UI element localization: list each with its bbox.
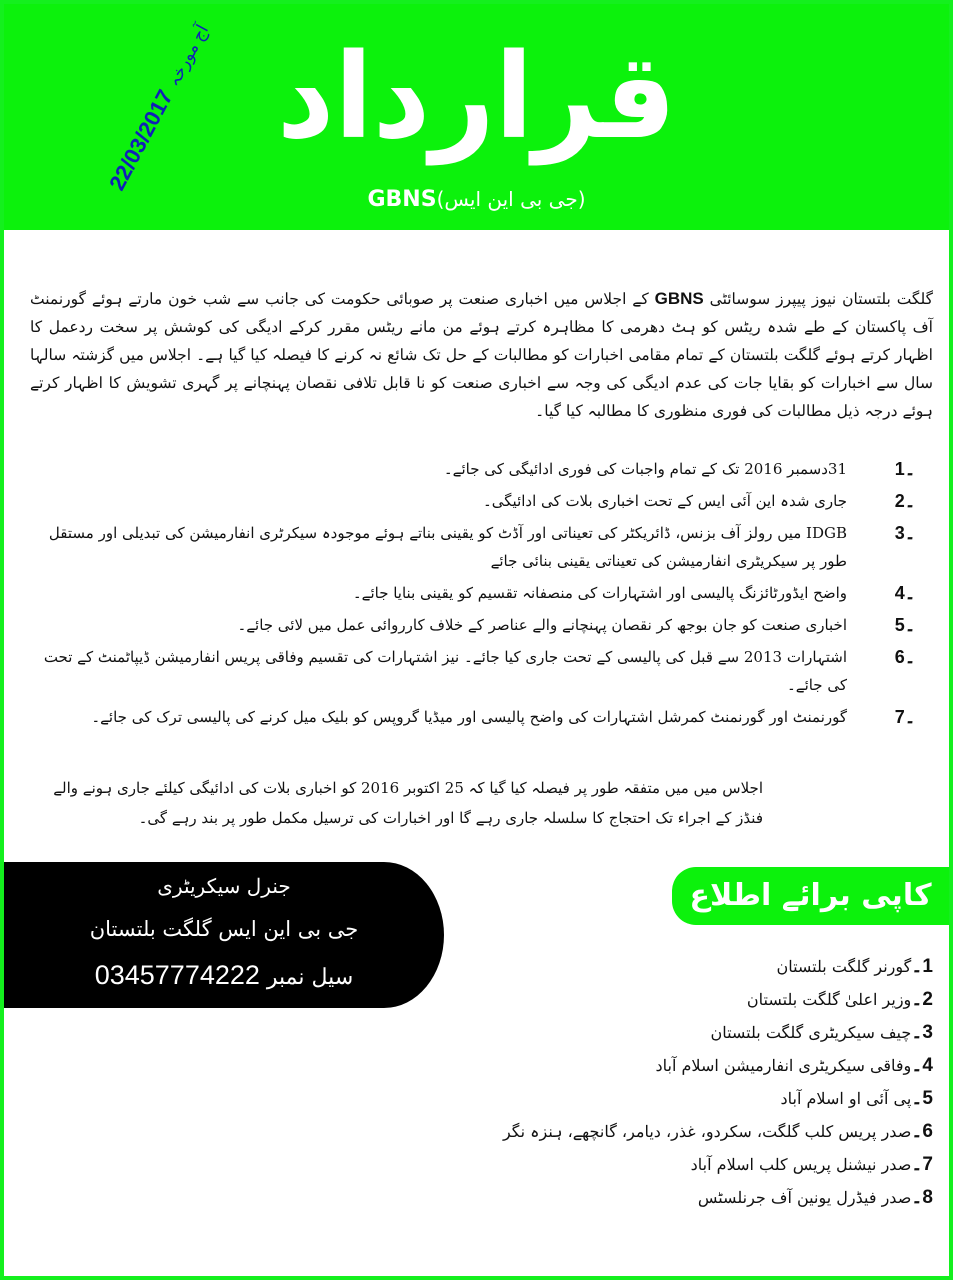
item-number: 7۔ — [894, 707, 916, 727]
item-number: 4 — [922, 1055, 933, 1076]
item-text: چیف سیکریٹری گلگت بلتستان — [710, 1023, 912, 1042]
item-number: 1۔ — [894, 459, 916, 479]
intro-part-1: گلگت بلتستان نیوز پیپرز سوسائٹی — [703, 290, 933, 308]
item-text: اشتہارات 2013 سے قبل کی پالیسی کے تحت جاری کیا جائے۔ نیز اشتہارات کی تقسیم وفاقی پریس انفارمیشن ڈیپاٹمنٹ کے تحت کی جائے۔ — [43, 648, 847, 694]
item-text: IDGB میں رولز آف بزنس، ڈائریکٹر کی تعیناتی اور آڈٹ کو یقینی بناتے ہوئے موجودہ سیکرٹری انفارمیشن کی تبدیلی اور مستقل طور پر سیکریٹری انفارمیشن کی تعیناتی یقینی بنائی جائے — [48, 524, 847, 570]
list-item: 8۔صدر فیڈرل یونین آف جرنلسٹس — [697, 1187, 933, 1208]
item-text: 31دسمبر 2016 تک کے تمام واجبات کی فوری ادائیگی کی جائے۔ — [443, 460, 847, 478]
intro-paragraph — [30, 285, 933, 425]
date-stamp-label: آج مورخہ — [163, 21, 213, 90]
item-text: جاری شدہ این آئی ایس کے تحت اخباری بلات کی ادائیگی۔ — [482, 492, 847, 510]
list-item: 7۔صدر نیشنل پریس کلب اسلام آباد — [690, 1154, 933, 1175]
list-item: 5۔پی آئی او اسلام آباد — [780, 1088, 933, 1109]
subtitle-abbr: GBNS — [367, 187, 437, 212]
item-text: گورنمنٹ اور گورنمنٹ کمرشل اشتہارات کی واضح پالیسی اور میڈیا گروپس کو بلیک میل کرنے کی پالیسی ترک کی جائے۔ — [91, 708, 847, 726]
demands-list — [30, 455, 935, 735]
phone-number: 03457774222 — [94, 960, 260, 990]
date-stamp-value: 22/03/2017 — [104, 85, 178, 195]
item-number: 2 — [922, 989, 933, 1010]
header-band — [4, 4, 949, 230]
list-item: 4۔وفاقی سیکریٹری انفارمیشن اسلام آباد — [655, 1055, 933, 1076]
item-text: پی آئی او اسلام آباد — [780, 1089, 912, 1108]
item-number: 1 — [922, 956, 933, 977]
list-item — [30, 579, 935, 607]
item-number: 7 — [922, 1154, 933, 1175]
signature-block — [4, 862, 444, 1008]
item-text: صدر نیشنل پریس کلب اسلام آباد — [690, 1155, 912, 1174]
copy-to-list — [502, 950, 933, 1214]
list-item — [30, 643, 935, 699]
item-text: وفاقی سیکریٹری انفارمیشن اسلام آباد — [655, 1056, 912, 1075]
list-item: 1۔گورنر گلگت بلتستان — [776, 956, 933, 977]
conclusion-paragraph: اجلاس میں میں متفقہ طور پر فیصلہ کیا گیا کہ 25 اکتوبر 2016 کو اخباری بلات کی ادائیگی کیلئے جاری ہونے والے فنڈز کے اجراء تک احتجاج کا سلسلہ جاری رہے گا اور اخبارات کی ترسیل مکمل طور پر بند رہے گی۔ — [53, 779, 763, 827]
list-item — [30, 703, 935, 731]
item-text: وزیر اعلیٰ گلگت بلتستان — [746, 990, 912, 1009]
item-number: 5۔ — [894, 615, 916, 635]
list-item — [30, 519, 935, 575]
signature-phone-line — [4, 960, 444, 991]
item-number: 5 — [922, 1088, 933, 1109]
item-text: گورنر گلگت بلتستان — [776, 957, 912, 976]
item-number: 6 — [922, 1121, 933, 1142]
copy-to-heading: کاپی برائے اطلاع — [672, 867, 949, 925]
item-number: 3 — [922, 1022, 933, 1043]
list-item: 3۔چیف سیکریٹری گلگت بلتستان — [710, 1022, 933, 1043]
intro-part-2: کے اجلاس میں اخباری صنعت پر صوبائی حکومت کی جانب سے شب خون مارتے ہوئے گورنمنٹ آف پاکستان کے طے شدہ ریٹس کو ہٹ دھرمی کا مظاہرہ کرتے ہوئے من مانے ریٹس مقرر کرکے ادیگی کی کوشش پر سخت ردعمل کا اظہار کرتے ہوئے گلگت بلتستان کے تمام مقامی اخبارات کو مطالبات کے حل تک شائع نہ کرنے کا فیصلہ کیا گیا ہے۔ اجلاس میں گزشتہ سالہا سال سے اخبارات کو بقایا جات کی عدم ادیگی کی وجہ سے اخباری صنعت کو نا قابل تلافی نقصان پہنچانے پر گہری تشویش کا اظہار کرتے ہوئے درجہ ذیل مطالبات کی فوری منظوری کا مطالبہ کیا گیا۔ — [30, 290, 933, 420]
intro-abbr: GBNS — [654, 289, 704, 308]
list-item — [30, 455, 935, 483]
item-number: 2۔ — [894, 491, 916, 511]
list-item — [30, 487, 935, 515]
list-item: 2۔وزیر اعلیٰ گلگت بلتستان — [746, 989, 933, 1010]
document-title: قرارداد — [276, 28, 677, 166]
item-text: صدر پریس کلب گلگت، سکردو، غذر، دیامر، گانچھے، ہنزہ نگر — [502, 1122, 912, 1141]
document-subtitle — [4, 184, 949, 215]
item-number: 6۔ — [894, 647, 916, 667]
item-text: اخباری صنعت کو جان بوجھ کر نقصان پہنچانے والے عناصر کے خلاف کارروائی عمل میں لائی جائے۔ — [237, 616, 847, 634]
list-item: 6۔صدر پریس کلب گلگت، سکردو، غذر، دیامر، گانچھے، ہنزہ نگر — [502, 1121, 933, 1142]
item-text: واضح ایڈورٹائزنگ پالیسی اور اشتہارات کی منصفانہ تقسیم کو یقینی بنایا جائے۔ — [352, 584, 847, 602]
signature-title: جنرل سیکریٹری — [157, 874, 291, 898]
item-number: 3۔ — [894, 523, 916, 543]
list-item — [30, 611, 935, 639]
item-number: 8 — [922, 1187, 933, 1208]
signature-organization: جی بی این ایس گلگت بلتستان — [89, 917, 359, 941]
phone-label: سیل نمبر — [266, 965, 354, 990]
item-number: 4۔ — [894, 583, 916, 603]
subtitle-urdu: (جی بی این ایس) — [436, 187, 586, 211]
item-text: صدر فیڈرل یونین آف جرنلسٹس — [697, 1188, 912, 1207]
